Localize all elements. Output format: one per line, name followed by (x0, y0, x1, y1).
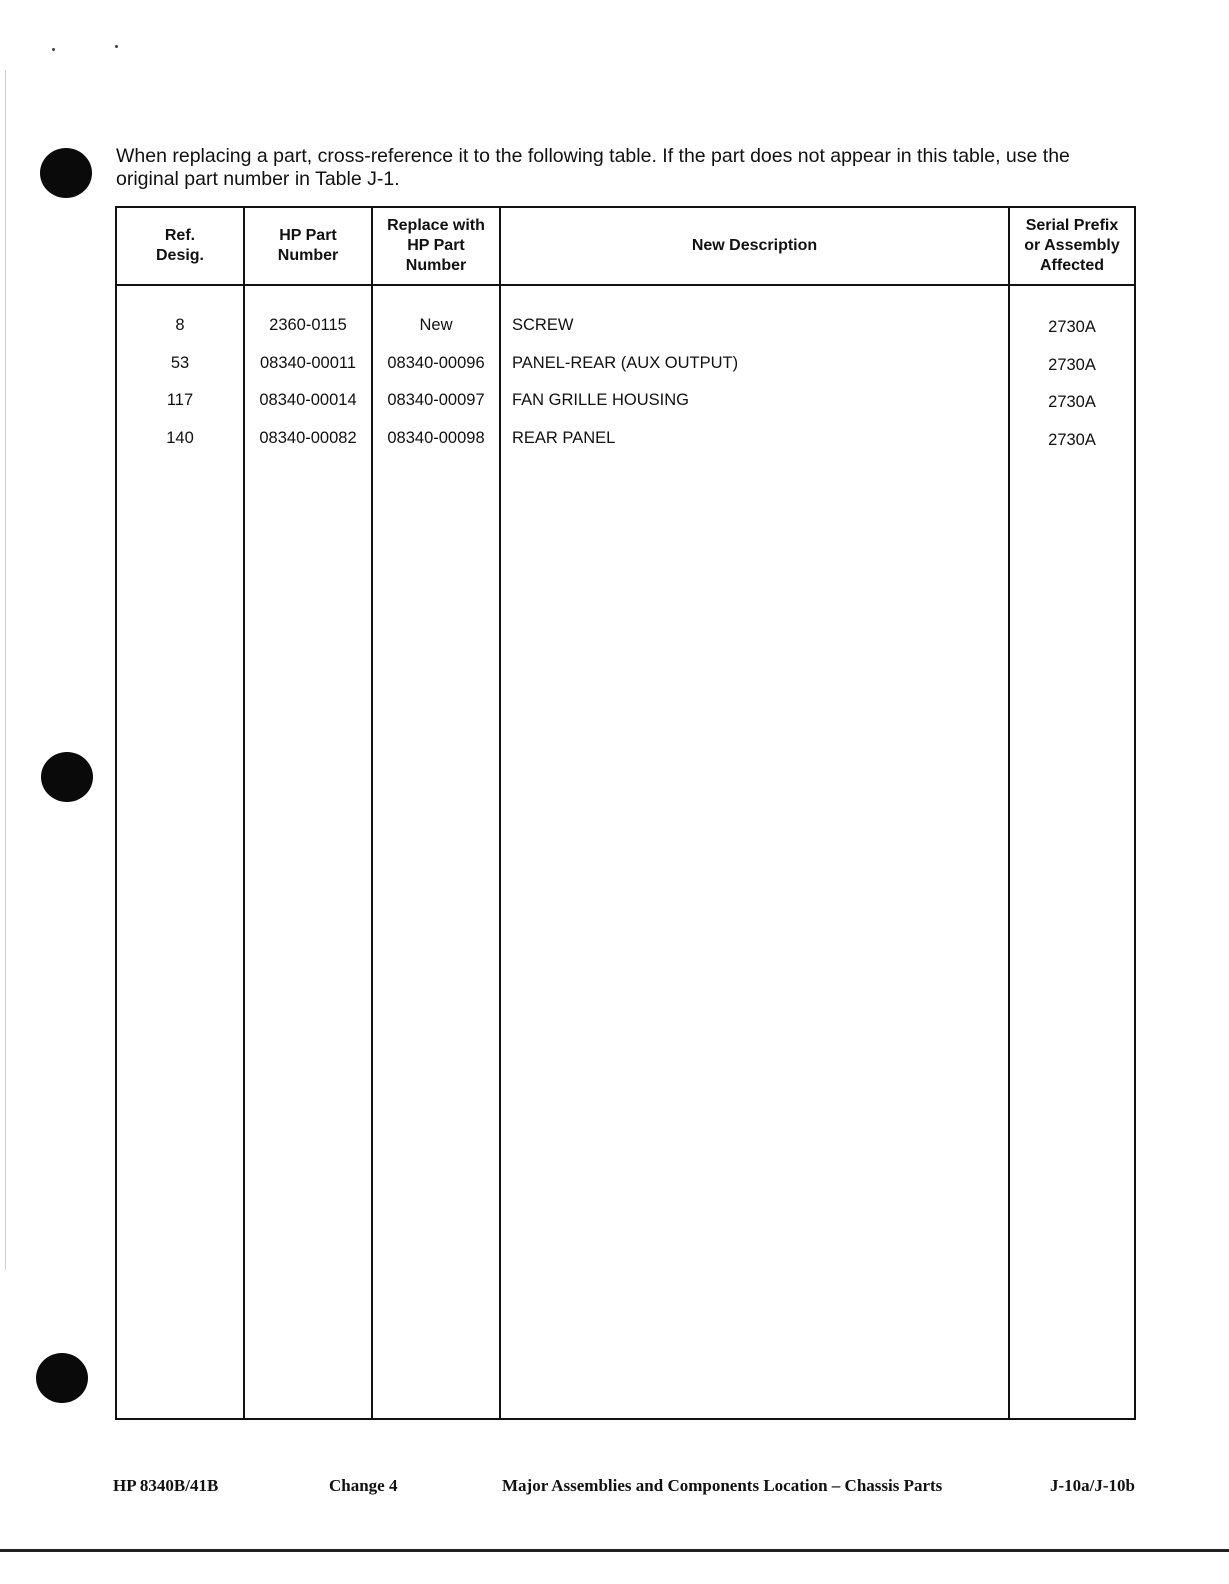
table-cell-ref: 8 (175, 316, 185, 334)
footer-page-number: J-10a/J-10b (1050, 1476, 1135, 1495)
table-cell-ref: 53 (170, 354, 190, 372)
intro-paragraph (116, 145, 1146, 191)
table-cell-description: FAN GRILLE HOUSING (512, 391, 689, 409)
table-cell-replace: 08340-00098 (387, 429, 485, 447)
table-cell-replace: 08340-00096 (387, 354, 485, 372)
punch-hole-top (40, 148, 92, 198)
intro-line-1: When replacing a part, cross-reference it to the following table. If the part does not appear in this table, use the (116, 145, 1070, 167)
scan-speck (52, 48, 55, 51)
scan-speck (115, 45, 118, 48)
page-bottom-rule (0, 1549, 1229, 1552)
table-cell-hp-part: 08340-00082 (259, 429, 357, 447)
table-cell-ref: 140 (166, 429, 194, 447)
punch-hole-middle (41, 752, 93, 802)
table-cell-replace: 08340-00097 (387, 391, 485, 409)
intro-line-2: original part number in Table J-1. (116, 168, 400, 190)
parts-table (115, 206, 1136, 1420)
margin-line (5, 70, 6, 1270)
header-new-description: New Description (691, 237, 818, 254)
table-cell-hp-part: 2360-0115 (269, 316, 347, 334)
table-cell-replace: New (419, 316, 453, 334)
table-cell-hp-part: 08340-00014 (259, 391, 357, 409)
footer-section-title: Major Assemblies and Components Location – Chassis Parts (502, 1476, 943, 1495)
punch-hole-bottom (36, 1353, 88, 1403)
table-cell-serial: 2730A (1048, 393, 1096, 411)
column-divider (1008, 208, 1010, 1418)
header-replace-with: Replace with HP Part Number (387, 217, 485, 274)
table-cell-hp-part: 08340-00011 (259, 354, 357, 372)
table-cell-serial: 2730A (1048, 356, 1096, 374)
header-serial-prefix: Serial Prefix or Assembly Affected (1024, 217, 1120, 274)
table-cell-description: PANEL-REAR (AUX OUTPUT) (512, 354, 739, 372)
table-cell-description: SCREW (512, 316, 574, 334)
table-cell-serial: 2730A (1048, 318, 1096, 336)
header-hp-part-number: HP Part Number (277, 227, 339, 264)
footer-model: HP 8340B/41B (113, 1476, 219, 1495)
table-cell-ref: 117 (166, 391, 194, 409)
column-divider (499, 208, 501, 1418)
header-ref-desig: Ref. Desig. (155, 227, 204, 264)
table-cell-description: REAR PANEL (512, 429, 616, 447)
header-divider (117, 284, 1134, 286)
footer-change: Change 4 (329, 1476, 398, 1495)
table-cell-serial: 2730A (1048, 431, 1096, 449)
